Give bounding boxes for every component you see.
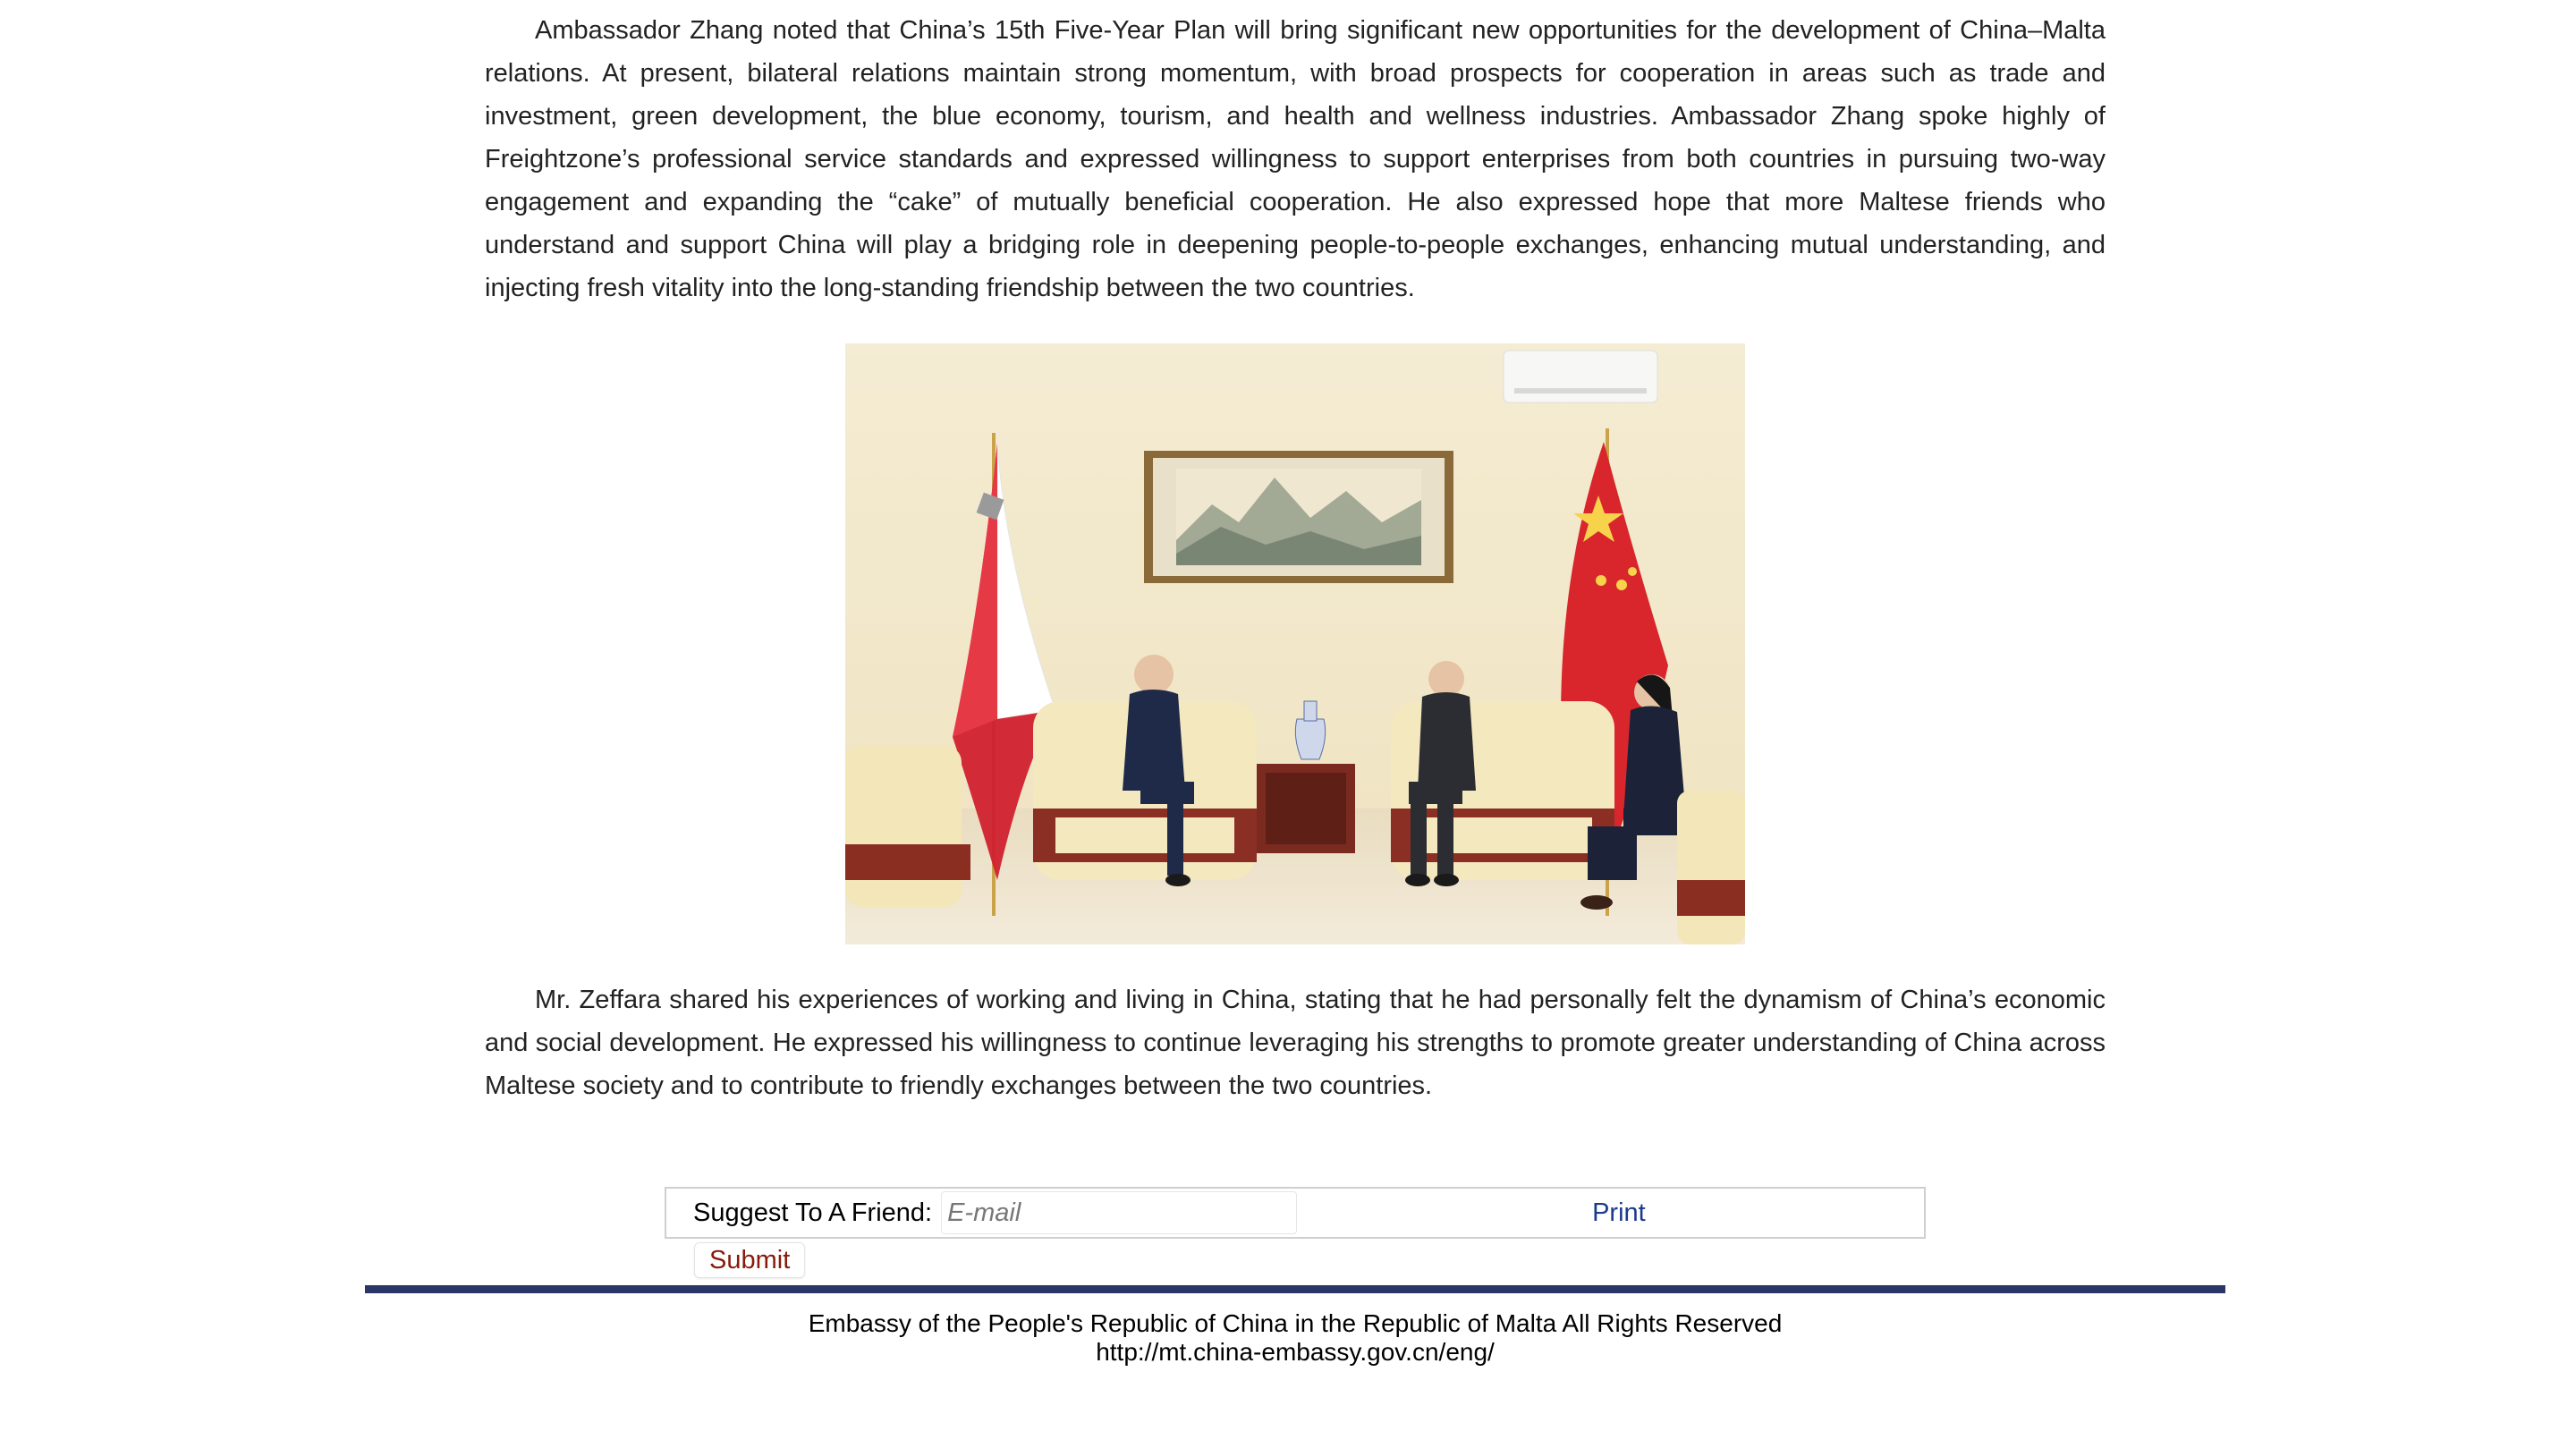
article-body (485, 9, 2106, 1107)
submit-button[interactable]: Submit (694, 1242, 805, 1278)
footer-rights: Embassy of the People's Republic of China in the Republic of Malta All Rights Reserved (808, 1309, 1783, 1337)
share-toolbar (665, 1187, 1926, 1239)
footer (365, 1309, 2225, 1367)
suggest-friend-label: Suggest To A Friend: (693, 1198, 933, 1227)
footer-url: http://mt.china-embassy.gov.cn/eng/ (1096, 1338, 1495, 1366)
footer-divider (365, 1285, 2225, 1293)
article-paragraph-1: Ambassador Zhang noted that China’s 15th Five-Year Plan will bring significant new opportunities for the development of China–Malta relations. At present, bilateral relations maintain strong momentum, with broad prospects for cooperation in areas such as trade and investment, green development, the blue economy, tourism, and health and wellness industries. Ambassador Zhang spoke highly of Freightzone’s professional service standards and expressed willingness to support enterprises from both countries in pursuing two-way engagement and expanding the “cake” of mutually beneficial cooperation. He also expressed hope that more Maltese friends who understand and support China will play a bridging role in deepening people-to-people exchanges, enhancing mutual understanding, and injecting fresh vitality into the long-standing friendship between the two countries. (485, 16, 2106, 302)
article-paragraph-2: Mr. Zeffara shared his experiences of working and living in China, stating that he had personally felt the dynamism of China’s economic and social development. He expressed his willingness to continue leveraging his strengths to promote greater understanding of China across Maltese society and to contribute to friendly exchanges between the two countries. (485, 986, 2106, 1100)
print-link[interactable]: Print (1592, 1198, 1646, 1227)
email-input[interactable] (941, 1191, 1297, 1234)
meeting-photo (845, 343, 1745, 944)
